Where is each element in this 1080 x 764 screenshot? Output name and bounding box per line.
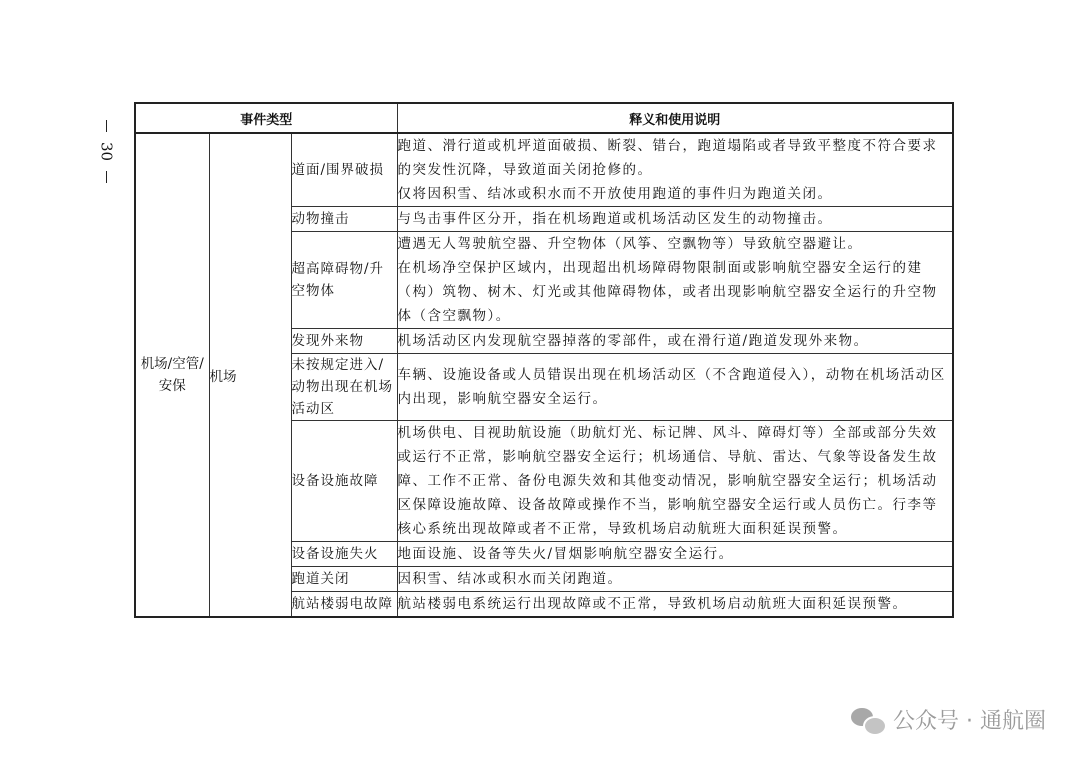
event-type-cell: 超高障碍物/升空物体 xyxy=(291,232,397,329)
event-type-cell: 设备设施故障 xyxy=(291,421,397,542)
description-line: 仅将因积雪、结冰或积水而不开放使用跑道的事件归为跑道关闭。 xyxy=(397,186,833,202)
header-description: 释义和使用说明 xyxy=(397,103,953,133)
description-cell xyxy=(397,207,953,232)
description-cell xyxy=(397,232,953,329)
header-event-type: 事件类型 xyxy=(135,103,397,133)
watermark xyxy=(851,704,1046,735)
event-type-cell: 未按规定进入/动物出现在机场活动区 xyxy=(291,354,397,421)
page-number-dash-bottom xyxy=(106,171,107,183)
description-line: 机场供电、目视助航设施（助航灯光、标记牌、风斗、障碍灯等）全部或部分失效或运行不正常，影响航空器安全运行；机场通信、导航、雷达、气象等设备发生故障、工作不正常、备份电源失效和其他变动情况，影响航空器安全运行；机场活动区保障设施故障、设备故障或操作不当，影响航空器安全运行或人员伤亡。行李等核心系统出现故障或者不正常，导致机场启动航班大面积延误预警。 xyxy=(397,425,938,537)
description-cell xyxy=(397,592,953,618)
description-line: 与鸟击事件区分开，指在机场跑道或机场活动区发生的动物撞击。 xyxy=(397,211,833,227)
event-type-cell: 跑道关闭 xyxy=(291,567,397,592)
event-type-cell: 动物撞击 xyxy=(291,207,397,232)
event-type-table xyxy=(134,102,954,618)
category-level1: 机场/空管/安保 xyxy=(135,133,209,617)
event-type-cell: 发现外来物 xyxy=(291,329,397,354)
event-type-cell: 道面/围界破损 xyxy=(291,133,397,207)
description-line: 因积雪、结冰或积水而关闭跑道。 xyxy=(397,571,623,587)
description-line: 地面设施、设备等失火/冒烟影响航空器安全运行。 xyxy=(397,546,734,562)
description-line: 在机场净空保护区域内，出现超出机场障碍物限制面或影响航空器安全运行的建（构）筑物、树木、灯光或其他障碍物体，或者出现影响航空器安全运行的升空物体（含空飘物）。 xyxy=(397,260,938,324)
page-number-value: 30 xyxy=(97,142,116,162)
description-cell xyxy=(397,354,953,421)
description-cell xyxy=(397,567,953,592)
event-type-cell: 航站楼弱电故障 xyxy=(291,592,397,618)
description-line: 机场活动区内发现航空器掉落的零部件，或在滑行道/跑道发现外来物。 xyxy=(397,333,869,349)
description-line: 航站楼弱电系统运行出现故障或不正常，导致机场启动航班大面积延误预警。 xyxy=(397,596,908,612)
description-cell xyxy=(397,542,953,567)
table-header-row xyxy=(135,103,953,133)
category-level2: 机场 xyxy=(209,133,291,617)
description-cell xyxy=(397,329,953,354)
description-cell xyxy=(397,133,953,207)
description-line: 跑道、滑行道或机坪道面破损、断裂、错台，跑道塌陷或者导致平整度不符合要求的突发性沉降，导致道面关闭抢修的。 xyxy=(397,138,938,178)
wechat-icon xyxy=(851,706,885,734)
table-row xyxy=(135,133,953,207)
description-cell xyxy=(397,421,953,542)
description-line: 车辆、设施设备或人员错误出现在机场活动区（不含跑道侵入），动物在机场活动区内出现，影响航空器安全运行。 xyxy=(397,367,946,407)
description-line: 遭遇无人驾驶航空器、升空物体（风筝、空飘物等）导致航空器避让。 xyxy=(397,236,863,252)
watermark-text: 公众号 · 通航圈 xyxy=(893,709,1046,734)
page-number xyxy=(92,118,120,198)
page-number-dash-top xyxy=(106,120,107,132)
event-type-cell: 设备设施失火 xyxy=(291,542,397,567)
